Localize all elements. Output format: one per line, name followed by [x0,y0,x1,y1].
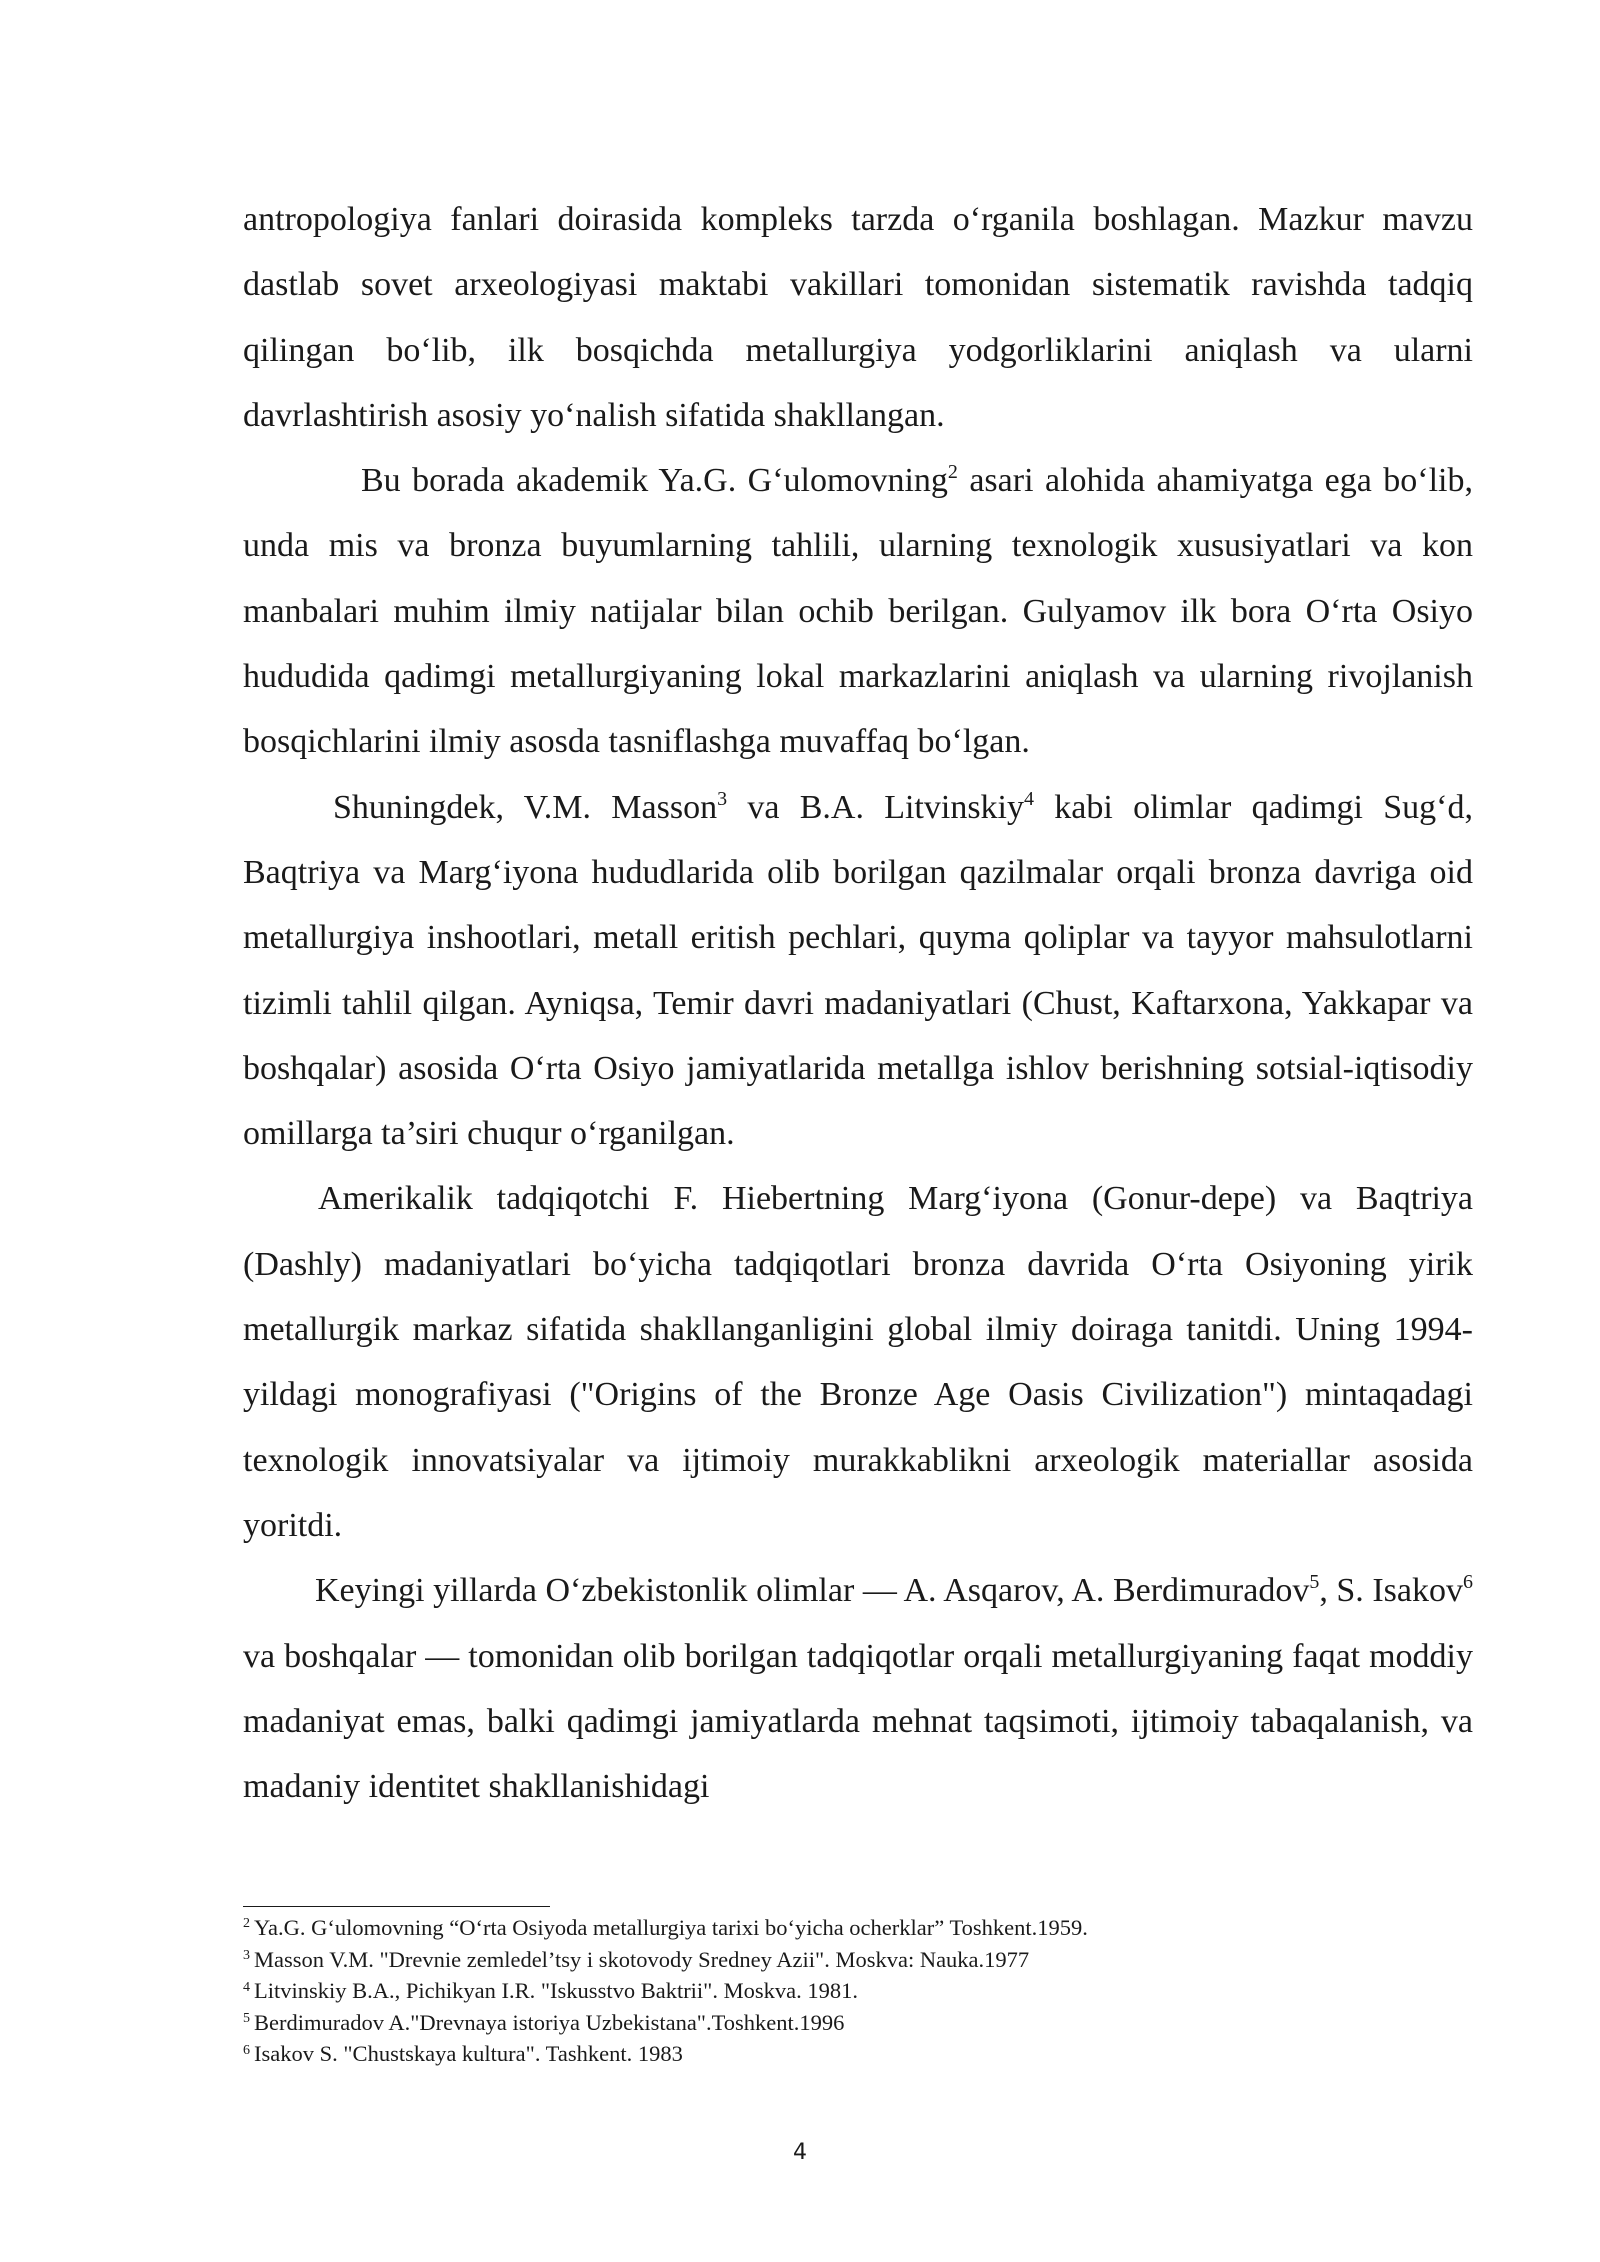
footnote-number: 5 [243,2011,250,2027]
footnote-item [243,1975,1473,2007]
paragraph-5 [243,1558,1473,1819]
footnote-ref-5[interactable]: 5 [1309,1571,1320,1594]
paragraph-3 [243,775,1473,1167]
footnote-number: 6 [243,2042,250,2058]
footnote-ref-4[interactable]: 4 [1024,787,1035,810]
footnote-number: 4 [243,1979,250,1995]
footnote-ref-3[interactable]: 3 [717,787,728,810]
paragraph-3-text-a: Shuningdek, V.M. Masson [333,788,718,826]
paragraph-1: antropologiya fanlari doirasida kompleks tarzda o‘rganila boshlagan. Mazkur mavzu dastlab sovet arxeologiyasi maktabi vakillari tomonidan sistematik ravishda tadqiq qilingan bo‘lib, ilk bosqichda metallurgiya yodgorliklarini aniqlash va ularni davrlashtirish asosiy yo‘nalish sifatida shakllangan. [243,201,1473,434]
footnote-text: Masson V.M. "Drevnie zemledel’tsy i skotovody Sredney Azii". Moskva: Nauka.1977 [254,1946,1030,1972]
paragraph-2 [243,448,1473,774]
paragraph-3-text-c: kabi olimlar qadimgi Sug‘d, Baqtriya va Marg‘iyona hududlarida olib borilgan qazilmalar orqali bronza davriga oid metallurgiya inshootlari, metall eritish pechlari, quyma qoliplar va tayyor mahsulotlarni tizimli tahlil qilgan. Ayniqsa, Temir davri madaniyatlari (Chust, Kaftarxona, Yakkapar va boshqalar) asosida O‘rta Osiyo jamiyatlarida metallga ishlov berishning sotsial-iqtisodiy omillarga ta’siri chuqur o‘rganilgan. [243,788,1474,1153]
footnote-number: 3 [243,1947,250,1963]
paragraph-3-text-b: va B.A. Litvinskiy [727,788,1025,826]
paragraph-5-text-a: Keyingi yillarda O‘zbekistonlik olimlar — A. Asqarov, A. Berdimuradov [315,1572,1310,1610]
paragraph-5-text-c: va boshqalar — tomonidan olib borilgan tadqiqotlar orqali metallurgiyaning faqat moddiy madaniyat emas, balki qadimgi jamiyatlarda mehnat taqsimoti, ijtimoiy tabaqalanish, va madaniy identitet shakllanishidagi [243,1637,1473,1806]
footnotes [243,1912,1473,2070]
body-text [243,187,1473,1819]
paragraph-2-text-a: Bu borada akademik Ya.G. G‘ulomovning [361,462,948,500]
footnote-number: 2 [243,1916,250,1932]
footnote-text: Isakov S. "Chustskaya kultura". Tashkent. 1983 [254,2041,683,2067]
paragraph-5-text-b: , S. Isakov [1319,1572,1463,1610]
footnote-item [243,2007,1473,2039]
footnote-item [243,2038,1473,2070]
footnote-item [243,1944,1473,1976]
footnote-text: Ya.G. G‘ulomovning “O‘rta Osiyoda metallurgiya tarixi bo‘yicha ocherklar” Toshkent.1959. [254,1915,1088,1940]
footnote-text: Berdimuradov A."Drevnaya istoriya Uzbekistana".Toshkent.1996 [254,2009,845,2035]
page-number: 4 [793,2140,807,2165]
footnote-item [243,1912,1473,1944]
paragraph-4: Amerikalik tadqiqotchi F. Hiebertning Marg‘iyona (Gonur-depe) va Baqtriya (Dashly) madaniyatlari bo‘yicha tadqiqotlari bronza davrida O‘rta Osiyoning yirik metallurgik markaz sifatida shakllanganligini global ilmiy doiraga tanitdi. Uning 1994-yildagi monografiyasi ("Origins of the Bronze Age Oasis Civilization") mintaqadagi texnologik innovatsiyalar va ijtimoiy murakkablikni arxeologik materiallar asosida yoritdi. [243,1180,1473,1544]
footnote-ref-2[interactable]: 2 [947,461,958,484]
footnote-text: Litvinskiy B.A., Pichikyan I.R. "Iskusstvo Baktrii". Moskva. 1981. [254,1978,858,2004]
footnote-separator [243,1906,550,1907]
paragraph-2-text-b: asari alohida ahamiyatga ega bo‘lib, unda mis va bronza buyumlarning tahlili, ularning texnologik xususiyatlari va kon manbalari muhim ilmiy natijalar bilan ochib berilgan. Gulyamov ilk bora O‘rta Osiyo hududida qadimgi metallurgiyaning lokal markazlarini aniqlash va ularning rivojlanish bosqichlarini ilmiy asosda tasniflashga muvaffaq bo‘lgan. [243,462,1473,761]
footnote-ref-6[interactable]: 6 [1462,1571,1473,1594]
